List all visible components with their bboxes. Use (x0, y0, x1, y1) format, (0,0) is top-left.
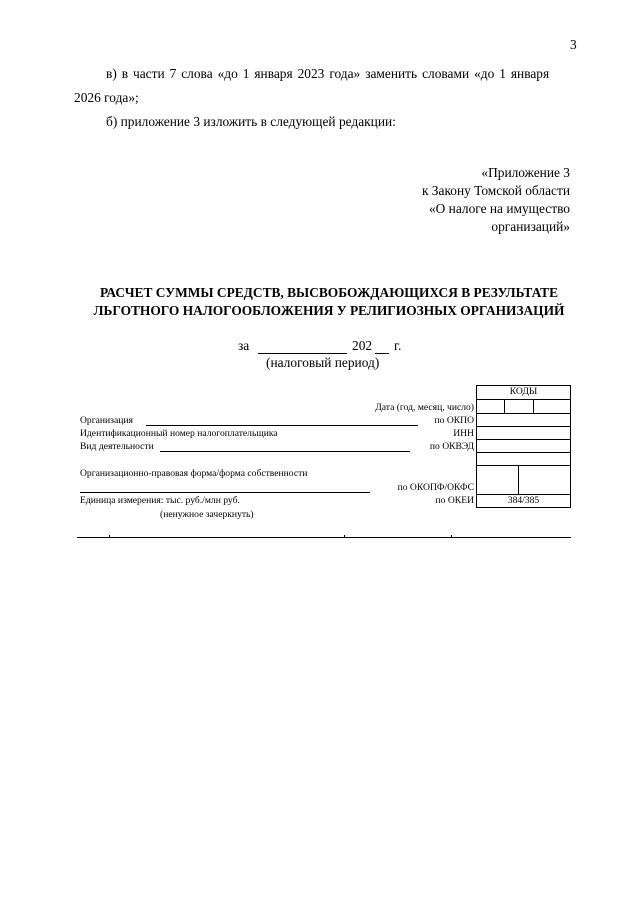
paragraph-amendment-line1: в) в части 7 слова «до 1 января 2023 года» заменить словами «до 1 января (106, 66, 550, 81)
taxpayer-id-label: Идентификационный номер налогоплательщика (80, 428, 278, 439)
codes-row-sep (476, 439, 571, 440)
form-title-line2: ЛЬГОТНОГО НАЛОГООБЛОЖЕНИЯ У РЕЛИГИОЗНЫХ ОРГАНИЗАЦИЙ (93, 303, 565, 318)
period-caption: (налоговый период) (266, 355, 380, 370)
date-label: Дата (год, месяц, число) (375, 402, 474, 413)
organization-label: Организация (80, 415, 133, 426)
organization-field-line (146, 425, 418, 426)
appendix-ref-line1: «Приложение 3 (481, 165, 570, 180)
table-col-divider (344, 535, 345, 538)
codes-header: КОДЫ (509, 386, 538, 397)
okpo-label: по ОКПО (434, 415, 474, 426)
date-cell-divider (504, 399, 505, 413)
table-col-divider (109, 535, 110, 538)
codes-row-sep (476, 465, 571, 466)
okei-label: по ОКЕИ (435, 495, 474, 506)
appendix-ref-line4: организаций» (491, 219, 570, 234)
period-year: 202 (352, 338, 373, 353)
date-cell-divider (533, 399, 534, 413)
codes-column (476, 399, 571, 508)
unit-label: Единица измерения: тыс. руб./млн руб. (80, 495, 240, 506)
strike-note: (ненужное зачеркнуть) (160, 509, 254, 520)
codes-row-sep (476, 413, 571, 414)
paragraph-appendix-intro: б) приложение 3 изложить в следующей редакции: (106, 114, 396, 129)
paragraph-amendment-line2: 2026 года»; (74, 90, 139, 105)
period-blank-line (258, 353, 347, 354)
okopf-cell-divider (518, 465, 519, 494)
appendix-ref-line3: «О налоге на имущество (428, 201, 570, 216)
activity-field-line (160, 451, 410, 452)
period-year-blank (375, 353, 389, 354)
legal-form-field-line (80, 492, 370, 493)
inn-label: ИНН (453, 428, 474, 439)
table-col-divider (451, 535, 452, 538)
legal-form-label: Организационно-правовая форма/форма собственности (80, 468, 308, 479)
page-number: 3 (570, 37, 577, 52)
okopf-label: по ОКОПФ/ОКФС (397, 482, 474, 493)
activity-label: Вид деятельности (80, 441, 154, 452)
form-title-line1: РАСЧЕТ СУММЫ СРЕДСТВ, ВЫСВОБОЖДАЮЩИХСЯ В РЕЗУЛЬТАТЕ (99, 285, 559, 300)
table-top-border (77, 537, 571, 538)
codes-row-sep (476, 452, 571, 453)
codes-row-sep (476, 426, 571, 427)
period-suffix: г. (394, 338, 402, 353)
okei-code-value: 384/385 (507, 495, 540, 506)
appendix-ref-line2: к Закону Томской области (421, 183, 570, 198)
okved-label: по ОКВЭД (429, 441, 474, 452)
period-prefix: за (238, 338, 250, 353)
